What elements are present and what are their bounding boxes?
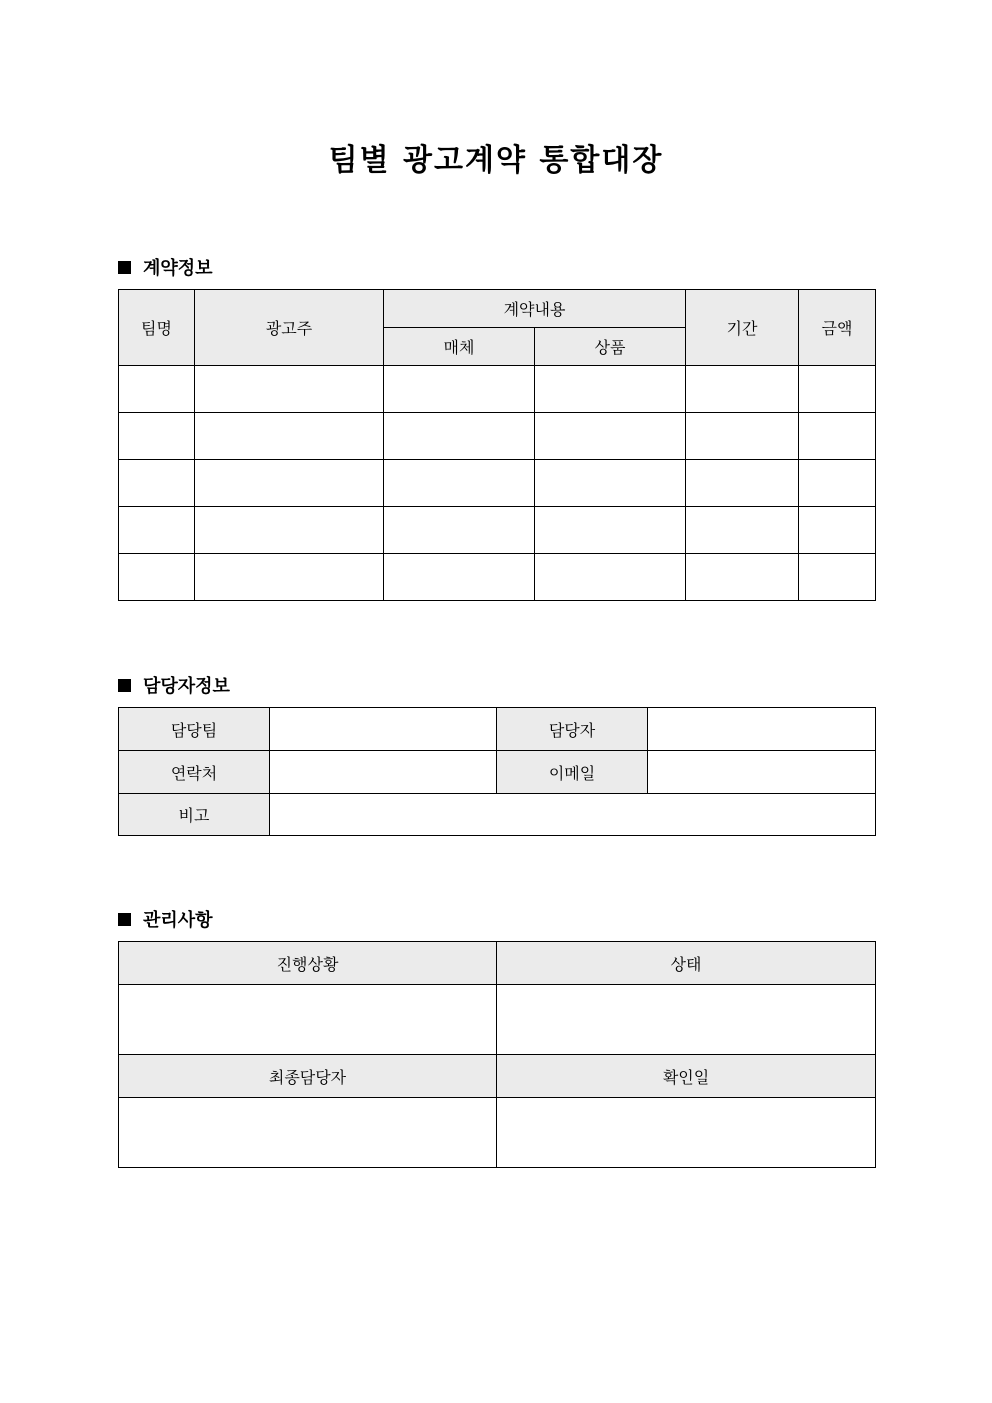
cell-advertiser[interactable]: [195, 507, 384, 554]
cell-advertiser[interactable]: [195, 460, 384, 507]
cell-amount[interactable]: [799, 554, 876, 601]
cell-period[interactable]: [686, 366, 799, 413]
label-progress: 진행상황: [119, 942, 497, 985]
contact-table: [118, 707, 876, 836]
page-title: 팀별 광고계약 통합대장: [328, 143, 664, 178]
section-heading-contract: [118, 254, 213, 280]
value-progress[interactable]: [119, 985, 497, 1055]
section-heading-label: 담당자정보: [143, 676, 230, 697]
cell-product[interactable]: [535, 507, 686, 554]
header-amount: 금액: [799, 290, 876, 366]
value-final-manager[interactable]: [119, 1098, 497, 1168]
cell-period[interactable]: [686, 507, 799, 554]
label-confirm-date: 확인일: [497, 1055, 876, 1098]
value-status[interactable]: [497, 985, 876, 1055]
cell-media[interactable]: [384, 460, 535, 507]
table-row: [119, 460, 876, 507]
value-team[interactable]: [270, 708, 497, 751]
management-table: [118, 941, 876, 1168]
cell-team[interactable]: [119, 413, 195, 460]
square-bullet-icon: [118, 913, 131, 926]
header-product: 상품: [535, 328, 686, 366]
cell-media[interactable]: [384, 507, 535, 554]
value-email[interactable]: [648, 751, 876, 794]
cell-amount[interactable]: [799, 366, 876, 413]
cell-team[interactable]: [119, 507, 195, 554]
section-heading-label: 계약정보: [143, 258, 213, 279]
cell-product[interactable]: [535, 413, 686, 460]
cell-period[interactable]: [686, 460, 799, 507]
cell-advertiser[interactable]: [195, 413, 384, 460]
cell-team[interactable]: [119, 460, 195, 507]
label-manager: 담당자: [497, 708, 648, 751]
label-notes: 비고: [119, 794, 270, 836]
header-advertiser: 광고주: [195, 290, 384, 366]
cell-product[interactable]: [535, 554, 686, 601]
square-bullet-icon: [118, 261, 131, 274]
header-contract-content: 계약내용: [384, 290, 686, 328]
label-phone: 연락처: [119, 751, 270, 794]
cell-advertiser[interactable]: [195, 366, 384, 413]
header-period: 기간: [686, 290, 799, 366]
cell-product[interactable]: [535, 460, 686, 507]
cell-media[interactable]: [384, 366, 535, 413]
cell-amount[interactable]: [799, 460, 876, 507]
label-email: 이메일: [497, 751, 648, 794]
section-heading-management: [118, 906, 213, 932]
label-team: 담당팀: [119, 708, 270, 751]
cell-media[interactable]: [384, 554, 535, 601]
table-row: [119, 507, 876, 554]
label-status: 상태: [497, 942, 876, 985]
section-heading-label: 관리사항: [143, 910, 213, 931]
cell-team[interactable]: [119, 366, 195, 413]
label-final-manager: 최종담당자: [119, 1055, 497, 1098]
value-phone[interactable]: [270, 751, 497, 794]
cell-team[interactable]: [119, 554, 195, 601]
value-confirm-date[interactable]: [497, 1098, 876, 1168]
header-team: 팀명: [119, 290, 195, 366]
value-notes[interactable]: [270, 794, 876, 836]
contract-table: [118, 289, 876, 601]
header-media: 매체: [384, 328, 535, 366]
square-bullet-icon: [118, 679, 131, 692]
cell-advertiser[interactable]: [195, 554, 384, 601]
cell-product[interactable]: [535, 366, 686, 413]
cell-amount[interactable]: [799, 507, 876, 554]
section-heading-contact: [118, 672, 230, 698]
cell-period[interactable]: [686, 554, 799, 601]
value-manager[interactable]: [648, 708, 876, 751]
table-row: [119, 554, 876, 601]
cell-amount[interactable]: [799, 413, 876, 460]
table-row: [119, 366, 876, 413]
cell-period[interactable]: [686, 413, 799, 460]
table-row: [119, 413, 876, 460]
cell-media[interactable]: [384, 413, 535, 460]
